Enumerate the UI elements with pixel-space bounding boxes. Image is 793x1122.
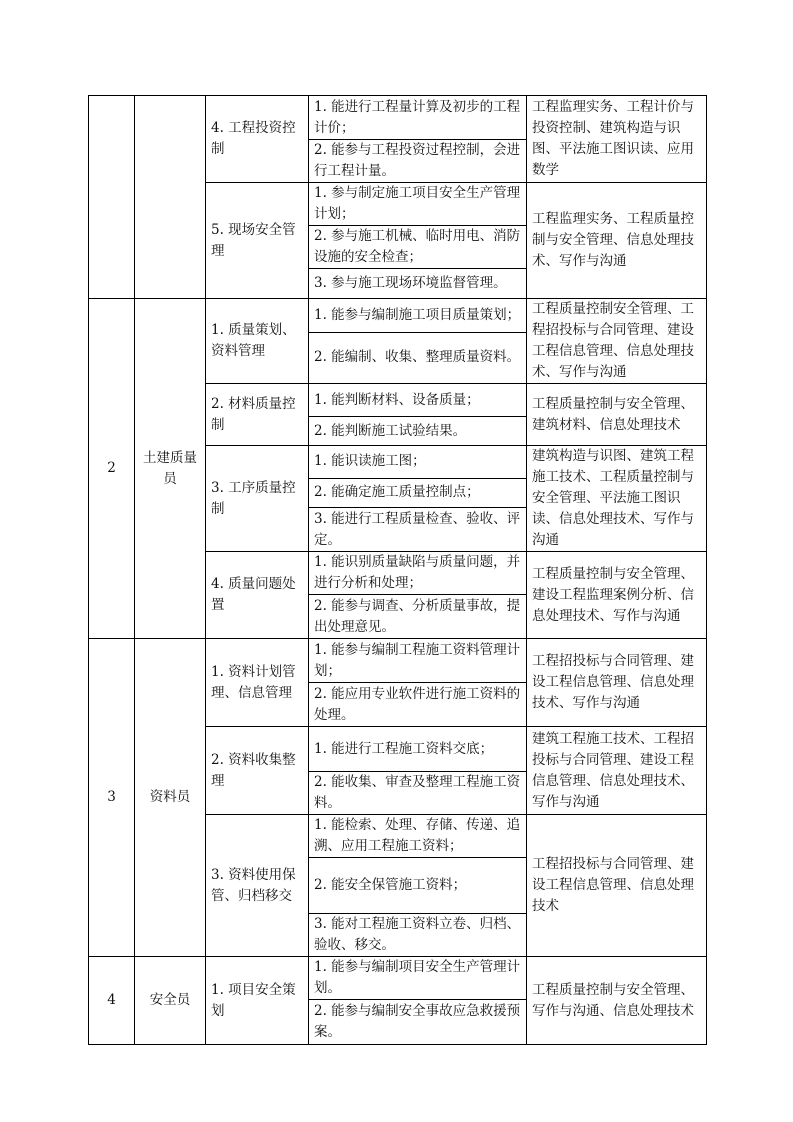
- ability-cell: 3. 能对工程施工资料立卷、归档、验收、移交。: [309, 914, 527, 957]
- post-ability-course-table: [88, 95, 707, 1045]
- work-module-cell: 4. 工程投资控制: [206, 96, 309, 183]
- ability-cell: 2. 能参与调查、分析质量事故，提出处理意见。: [309, 595, 527, 639]
- work-module-cell: 1. 项目安全策划: [206, 957, 309, 1045]
- ability-cell: 3. 参与施工现场环境监督管理。: [309, 269, 527, 299]
- work-module-cell: 1. 质量策划、资料管理: [206, 299, 309, 384]
- ability-cell: 1. 能检索、处理、存储、传递、追溯、应用工程施工资料；: [309, 815, 527, 858]
- ability-cell: 3. 能进行工程质量检查、验收、评定。: [309, 508, 527, 552]
- ability-cell: 2. 能参与编制安全事故应急救援预案。: [309, 1000, 527, 1045]
- ability-cell: 1. 能识读施工图；: [309, 446, 527, 479]
- work-module-cell: 5. 现场安全管理: [206, 183, 309, 299]
- ability-cell: 1. 能识别质量缺陷与质量问题，并进行分析和处理；: [309, 552, 527, 595]
- post-number-cell: 2: [89, 299, 135, 639]
- work-module-cell: 3. 资料使用保管、归档移交: [206, 815, 309, 957]
- course-cell: 工程质量控制与安全管理、建设工程监理案例分析、信息处理技术、写作与沟通: [527, 552, 707, 639]
- work-module-cell: 4. 质量问题处置: [206, 552, 309, 639]
- ability-cell: 2. 参与施工机械、临时用电、消防设施的安全检查；: [309, 226, 527, 269]
- course-cell: 工程监理实务、工程计价与投资控制、建筑构造与识图、平法施工图识读、应用数学: [527, 96, 707, 183]
- ability-cell: 2. 能安全保管施工资料；: [309, 858, 527, 914]
- post-role-cell: 安全员: [135, 957, 206, 1045]
- ability-cell: 1. 能进行工程量计算及初步的工程计价；: [309, 96, 527, 140]
- ability-cell: 2. 能收集、审查及整理工程施工资料。: [309, 772, 527, 815]
- ability-cell: 2. 能应用专业软件进行施工资料的处理。: [309, 683, 527, 727]
- post-role-cell: [135, 96, 206, 299]
- ability-cell: 2. 能判断施工试验结果。: [309, 417, 527, 446]
- work-module-cell: 2. 材料质量控制: [206, 384, 309, 446]
- table-row: [89, 96, 707, 140]
- table-row: [89, 957, 707, 1000]
- ability-cell: 2. 能参与工程投资过程控制，会进行工程计量。: [309, 140, 527, 183]
- course-cell: 工程质量控制与安全管理、建筑材料、信息处理技术: [527, 384, 707, 446]
- ability-cell: 1. 能参与编制工程施工资料管理计划；: [309, 639, 527, 683]
- post-number-cell: [89, 96, 135, 299]
- table-row: [89, 639, 707, 683]
- ability-cell: 1. 能参与编制项目安全生产管理计划。: [309, 957, 527, 1000]
- work-module-cell: 1. 资料计划管理、信息管理: [206, 639, 309, 727]
- course-cell: 工程质量控制与安全管理、写作与沟通、信息处理技术: [527, 957, 707, 1045]
- course-cell: 建筑工程施工技术、工程招投标与合同管理、建设工程信息管理、信息处理技术、写作与沟通: [527, 727, 707, 815]
- post-role-cell: 土建质量员: [135, 299, 206, 639]
- ability-cell: 1. 能判断材料、设备质量；: [309, 384, 527, 417]
- ability-cell: 1. 参与制定施工项目安全生产管理计划；: [309, 183, 527, 226]
- work-module-cell: 3. 工序质量控制: [206, 446, 309, 552]
- course-cell: 建筑构造与识图、建筑工程施工技术、工程质量控制与安全管理、平法施工图识读、信息处理技术、写作与沟通: [527, 446, 707, 552]
- course-cell: 工程质量控制安全管理、工程招投标与合同管理、建设工程信息管理、信息处理技术、写作与沟通: [527, 299, 707, 384]
- table-row: [89, 299, 707, 333]
- ability-cell: 1. 能进行工程施工资料交底；: [309, 727, 527, 772]
- course-cell: 工程监理实务、工程质量控制与安全管理、信息处理技术、写作与沟通: [527, 183, 707, 299]
- ability-cell: 2. 能确定施工质量控制点；: [309, 478, 527, 508]
- ability-cell: 1. 能参与编制施工项目质量策划；: [309, 299, 527, 333]
- post-number-cell: 3: [89, 639, 135, 957]
- course-cell: 工程招投标与合同管理、建设工程信息管理、信息处理技术、写作与沟通: [527, 639, 707, 727]
- post-number-cell: 4: [89, 957, 135, 1045]
- work-module-cell: 2. 资料收集整理: [206, 727, 309, 815]
- course-cell: 工程招投标与合同管理、建设工程信息管理、信息处理技术: [527, 815, 707, 957]
- post-role-cell: 资料员: [135, 639, 206, 957]
- ability-cell: 2. 能编制、收集、整理质量资料。: [309, 332, 527, 383]
